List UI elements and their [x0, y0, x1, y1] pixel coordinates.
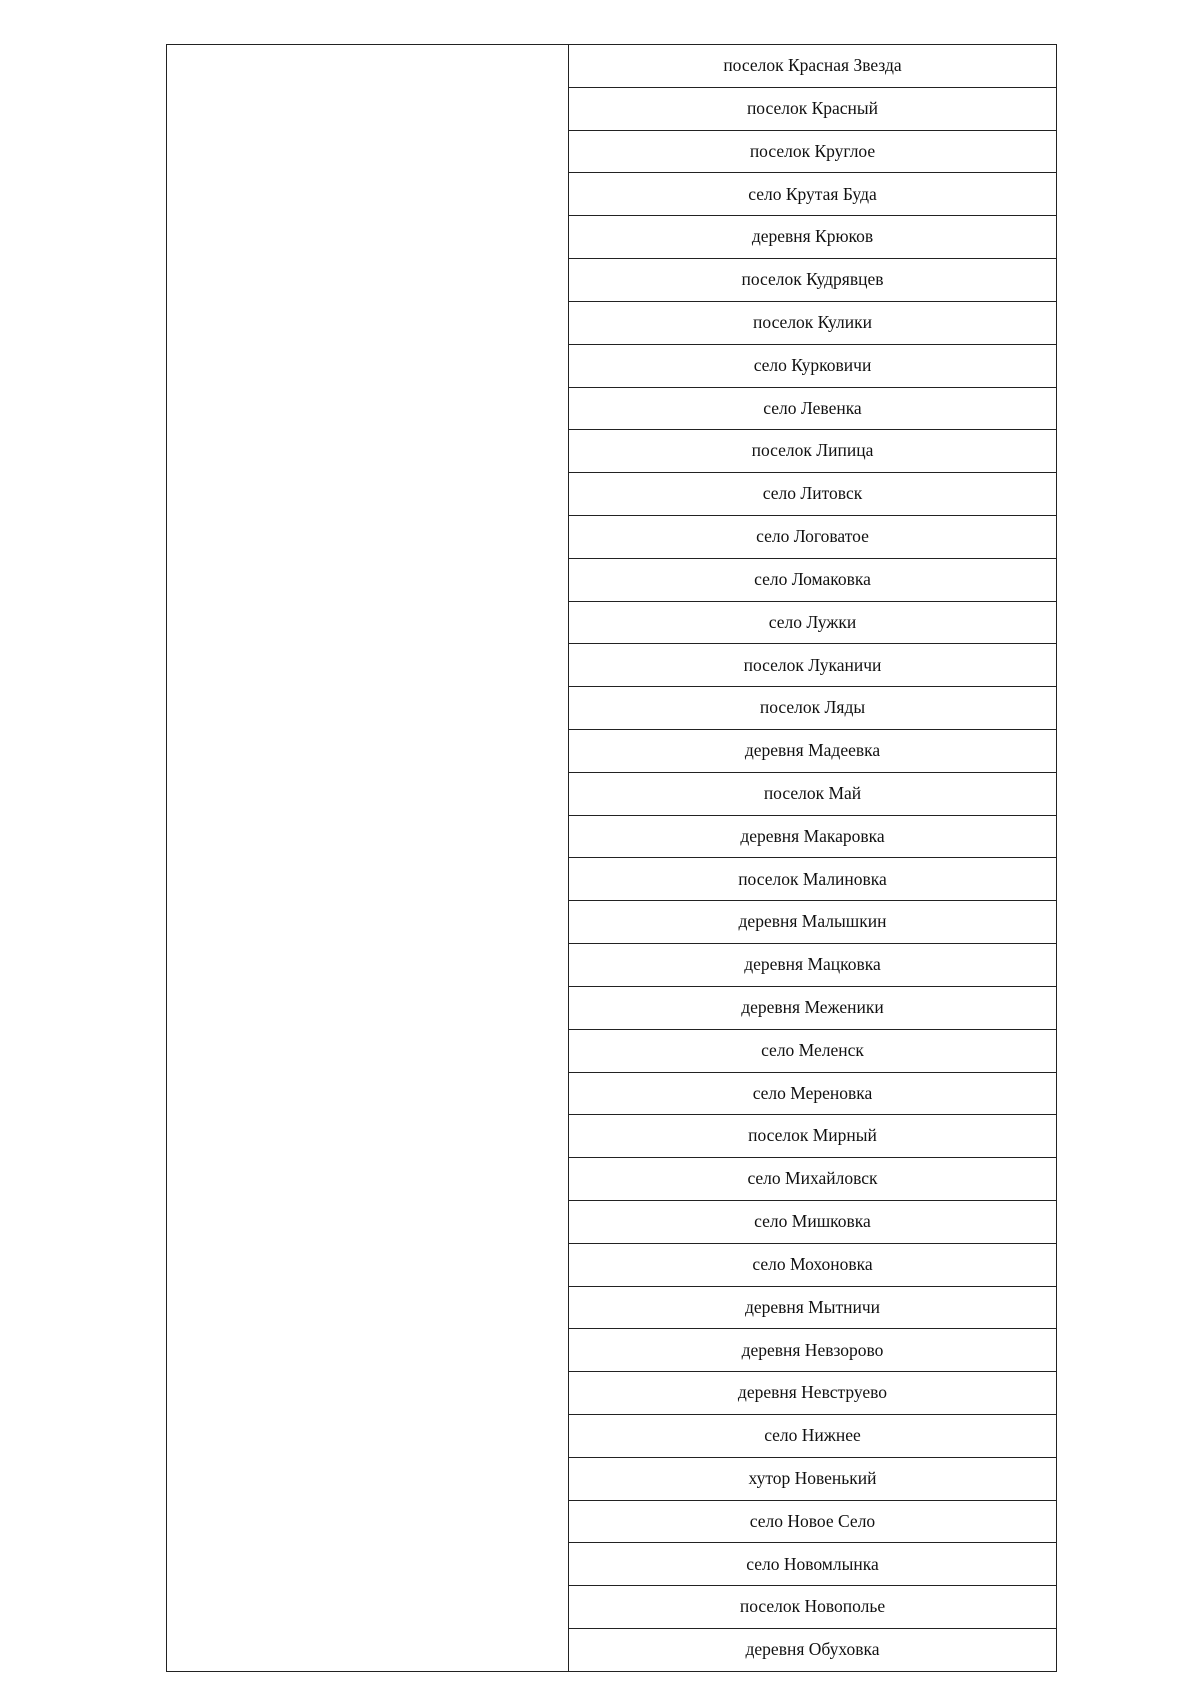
table-row: деревня Мацковка: [569, 944, 1056, 987]
table-row: село Михайловск: [569, 1158, 1056, 1201]
table-row: село Меленск: [569, 1030, 1056, 1073]
table-row: село Мишковка: [569, 1201, 1056, 1244]
table-row: поселок Красный: [569, 88, 1056, 131]
table-row: село Левенка: [569, 388, 1056, 431]
table-left-cell: [167, 45, 569, 1671]
table-row: поселок Кулики: [569, 302, 1056, 345]
table-row: деревня Невзорово: [569, 1329, 1056, 1372]
table-row: поселок Липица: [569, 430, 1056, 473]
table-row: поселок Кудрявцев: [569, 259, 1056, 302]
table-row: село Ломаковка: [569, 559, 1056, 602]
table-row: поселок Круглое: [569, 131, 1056, 174]
table-row: поселок Май: [569, 773, 1056, 816]
settlements-column: [569, 45, 1056, 1671]
table-row: деревня Невструево: [569, 1372, 1056, 1415]
table-row: деревня Обуховка: [745, 1639, 880, 1660]
table-row: поселок Новополье: [569, 1586, 1056, 1629]
table-row: поселок Ляды: [569, 687, 1056, 730]
table-row: деревня Мытничи: [569, 1287, 1056, 1330]
table-row: село Курковичи: [569, 345, 1056, 388]
table-row: хутор Новенький: [569, 1458, 1056, 1501]
table-row: село Новомлынка: [569, 1543, 1056, 1586]
table-row: поселок Мирный: [569, 1115, 1056, 1158]
table-row: село Новое Село: [569, 1501, 1056, 1544]
table-row: деревня Мадеевка: [569, 730, 1056, 773]
table-row: поселок Малиновка: [569, 858, 1056, 901]
table-row: поселок Луканичи: [569, 644, 1056, 687]
table-row: село Нижнее: [569, 1415, 1056, 1458]
table-row: поселок Красная Звезда: [569, 45, 1056, 88]
table-row: деревня Макаровка: [569, 816, 1056, 859]
table-row: деревня Меженики: [569, 987, 1056, 1030]
table-row: село Литовск: [569, 473, 1056, 516]
table-row: село Мереновка: [569, 1073, 1056, 1116]
table-row: деревня Крюков: [569, 216, 1056, 259]
table-row: село Крутая Буда: [569, 173, 1056, 216]
table-row: село Мохоновка: [569, 1244, 1056, 1287]
table-row: село Лужки: [569, 602, 1056, 645]
table-row: село Логоватое: [569, 516, 1056, 559]
table-row: деревня Малышкин: [569, 901, 1056, 944]
settlements-table: [166, 44, 1057, 1672]
